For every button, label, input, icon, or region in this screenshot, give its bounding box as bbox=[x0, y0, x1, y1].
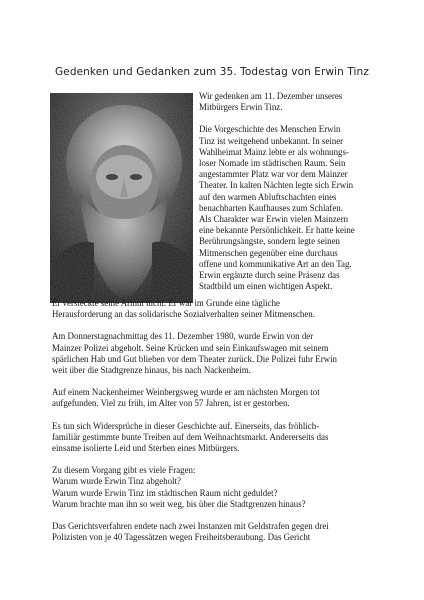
text-line: offene und kommunikative Art an den Tag. bbox=[199, 258, 352, 269]
intro-paragraph bbox=[199, 91, 385, 113]
text-line: Er versteckte seine Armut nicht. Er war im Grunde eine tägliche bbox=[52, 298, 280, 308]
paragraph-6 bbox=[52, 521, 382, 543]
text-line: Mainzer Polizei abgeholt. Seine Krücken und sein Einkaufswagen mit seinem bbox=[52, 342, 329, 353]
paragraph-3 bbox=[52, 387, 382, 409]
text-line: Wahlheimat Mainz lebte er als wohnungs- bbox=[199, 146, 349, 157]
text-line: Mitmenschen gegenüber eine durchaus bbox=[199, 247, 338, 258]
text-line: angestammter Platz war vor dem Mainzer bbox=[199, 169, 348, 180]
portrait-photo bbox=[50, 93, 193, 303]
text-line: Berührungsängste, sondern legte seinen bbox=[199, 236, 340, 247]
portrait-photo-image bbox=[50, 93, 193, 303]
text-line: Am Donnerstagnachmittag des 11. Dezember 1980, wurde Erwin von der bbox=[52, 331, 314, 342]
text-line: Tinz ist weitgehend unbekannt. In seiner bbox=[199, 135, 344, 146]
text-line: Das Gerichtsverfahren endete nach zwei Instanzen mit Geldstrafen gegen drei bbox=[52, 521, 329, 532]
text-line: einsame isolierte Leid und Sterben eines Mitbürgers. bbox=[52, 443, 240, 454]
text-line: Warum wurde Erwin Tinz abgeholt? bbox=[52, 476, 181, 487]
paragraph-4 bbox=[52, 421, 382, 455]
text-line: Herausforderung an das solidarische Sozialverhalten seiner Mitmenschen. bbox=[52, 309, 315, 320]
text-line: benachbarten Kaufhauses zum Schlafen. bbox=[199, 202, 343, 213]
text-line: Wir gedenken am 11. Dezember unseres bbox=[199, 91, 343, 101]
document-title: Gedenken und Gedanken zum 35. Todestag von Erwin Tinz bbox=[55, 66, 369, 78]
text-line: Die Vorgeschichte des Menschen Erwin bbox=[199, 124, 341, 135]
text-line: loser Nomade im städtischen Raum. Sein bbox=[199, 158, 346, 169]
main-text-flow bbox=[52, 298, 382, 554]
text-line: Mitbürgers Erwin Tinz. bbox=[199, 102, 283, 113]
paragraph-5-questions bbox=[52, 465, 382, 510]
text-line: weit über die Stadtgrenze hinaus, bis nach Nackenheim. bbox=[52, 365, 251, 376]
text-line: Als Charakter war Erwin vielen Mainzern bbox=[199, 214, 349, 225]
text-line: Polizisten von je 40 Tagessätzen wegen Freiheitsberaubung. Das Gericht bbox=[52, 532, 311, 543]
text-line: eine bekannte Persönlichkeit. Er hatte keine bbox=[199, 225, 355, 236]
text-line: aufgefunden. Viel zu früh, im Alter von 57 Jahren, ist er gestorben. bbox=[52, 398, 290, 409]
text-line: spärlichen Hab und Gut blieben vor dem Theater zurück. Die Polizei fuhr Erwin bbox=[52, 353, 337, 364]
right-column-text bbox=[199, 91, 385, 303]
paragraph-1-continuation bbox=[52, 298, 382, 320]
text-line: Warum wurde Erwin Tinz im städtischen Raum nicht geduldet? bbox=[52, 487, 278, 498]
paragraph-2 bbox=[52, 331, 382, 376]
text-line: Zu diesem Vorgang gibt es viele Fragen: bbox=[52, 465, 196, 476]
text-line: Stadtbild um einen wichtigen Aspekt. bbox=[199, 281, 333, 292]
text-line: Warum brachte man ihn so weit weg, bis über die Stadtgrenzen hinaus? bbox=[52, 498, 306, 509]
paragraph-1 bbox=[199, 124, 385, 292]
text-line: auf den warmen Abluftschachten eines bbox=[199, 191, 337, 202]
text-line: Auf einem Nackenheimer Weinbergsweg wurde er am nächsten Morgen tot bbox=[52, 387, 320, 398]
text-line: Theater. In kalten Nächten legte sich Erwin bbox=[199, 180, 354, 191]
text-line: familiär gestimmte bunte Treiben auf dem Weihnachtsmarkt. Andererseits das bbox=[52, 431, 329, 442]
text-line: Erwin ergänzte durch seine Präsenz das bbox=[199, 270, 340, 281]
text-line: Es tun sich Widersprüche in dieser Geschichte auf. Einerseits, das fröhlich- bbox=[52, 420, 320, 431]
